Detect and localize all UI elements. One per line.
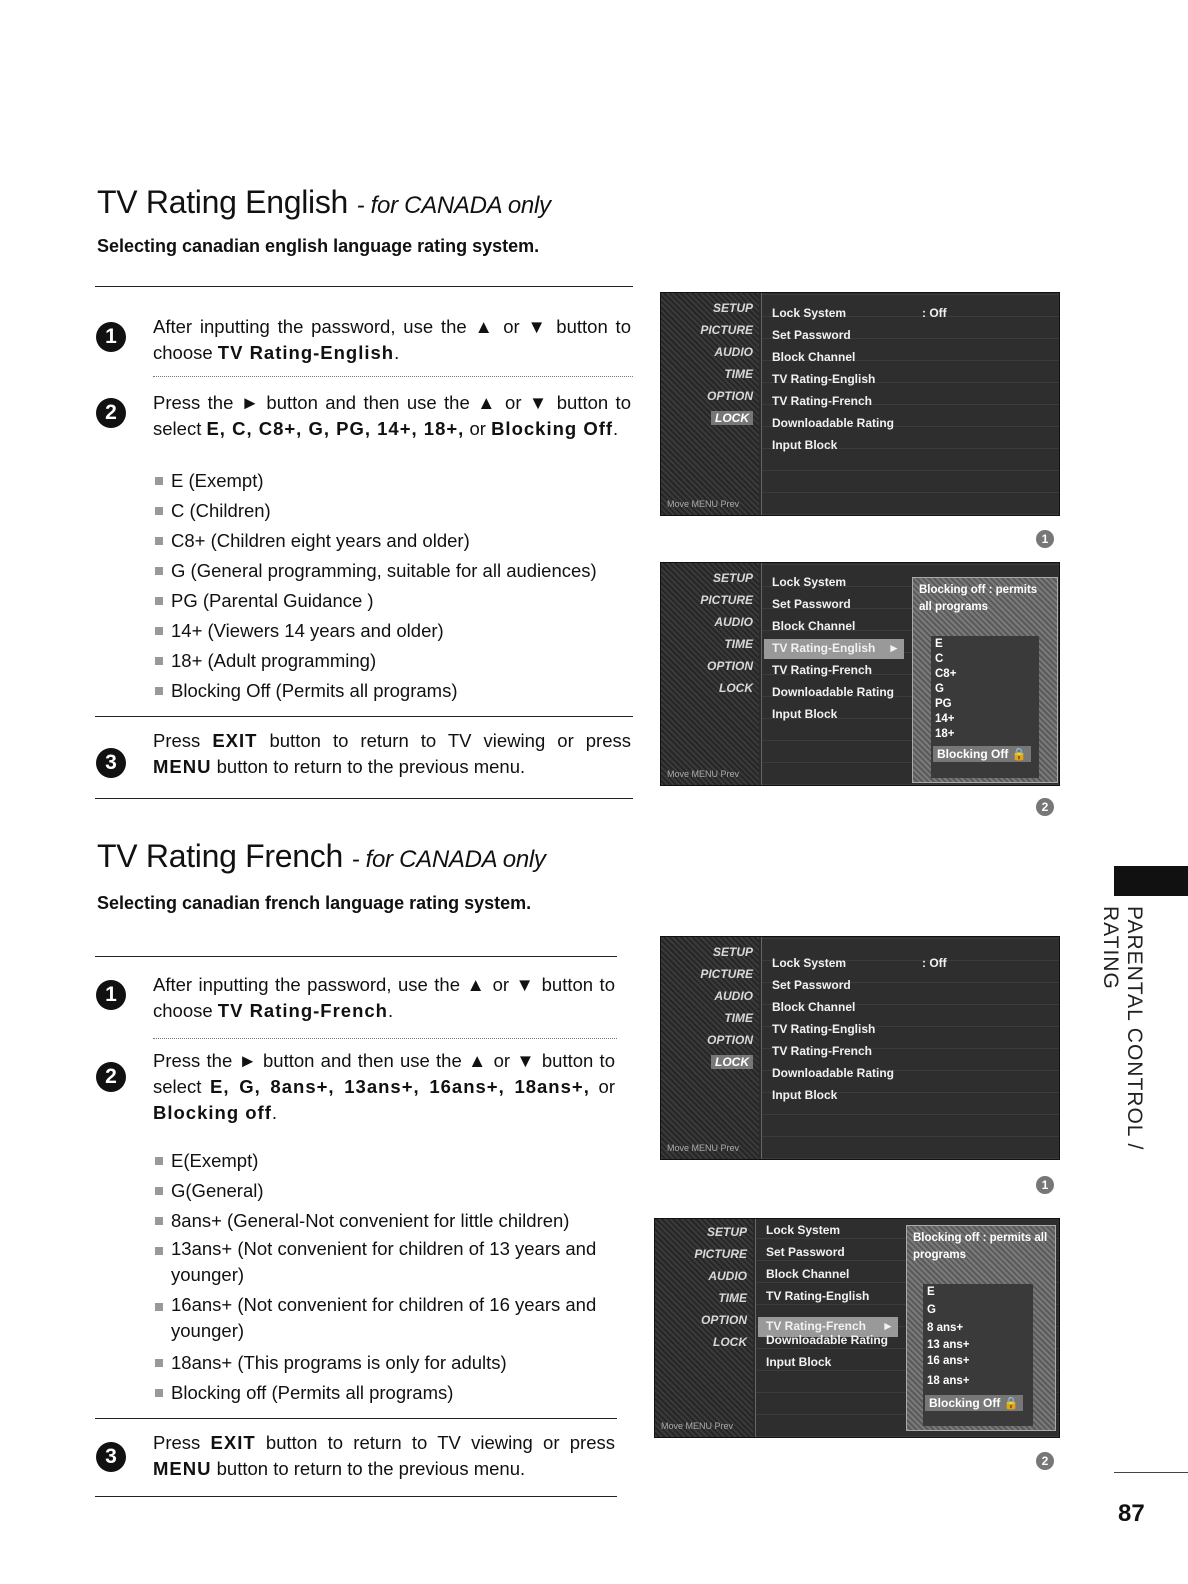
step-text: button to return to the previous menu. (211, 756, 526, 777)
menu-sidebar (661, 293, 759, 515)
list-item: PG (Parental Guidance ) (153, 586, 633, 616)
menu-list (761, 937, 1059, 1159)
tv-menu-screen (660, 936, 1060, 1160)
tv-menu-screen (660, 292, 1060, 516)
divider (95, 286, 633, 287)
list-item: G (General programming, suitable for all audiences) (153, 556, 633, 586)
list-item: G(General) (153, 1176, 617, 1206)
rating-options (931, 636, 1039, 778)
popup-message: Blocking off : permits all programs (919, 584, 1038, 613)
tab-setup: SETUP (706, 1225, 747, 1239)
tab-option: OPTION (706, 1033, 753, 1047)
step-emphasis: EXIT (210, 1432, 256, 1453)
section-title (97, 838, 546, 875)
padlock-icon: 🔒 (1011, 747, 1027, 761)
step-3-text (153, 1430, 615, 1482)
menu-item: Input Block (766, 1355, 832, 1369)
tab-audio: AUDIO (714, 989, 753, 1003)
menu-list (761, 563, 1059, 785)
rating-option-selected (933, 746, 1031, 762)
section-lead: Selecting canadian french language rating system. (97, 893, 532, 913)
menu-item: Block Channel (772, 619, 856, 633)
step-2-badge: 2 (96, 1062, 126, 1092)
rating-options (923, 1284, 1033, 1426)
list-item: C (Children) (153, 496, 633, 526)
step-3-badge: 3 (96, 1442, 126, 1472)
tab-lock: LOCK (719, 681, 753, 695)
rating-option: 16 ans+ (927, 1355, 970, 1367)
step-text: Press (153, 1432, 211, 1453)
divider (95, 716, 633, 717)
tab-audio: AUDIO (714, 615, 753, 629)
title-subtitle: - for CANADA only (356, 192, 551, 219)
list-item: 18+ (Adult programming) (153, 646, 633, 676)
tab-picture: PICTURE (700, 593, 753, 607)
title-subtitle: - for CANADA only (351, 846, 546, 873)
list-item: Blocking Off (Permits all programs) (153, 676, 633, 706)
tab-option: OPTION (700, 1313, 747, 1327)
tab-picture: PICTURE (694, 1247, 747, 1261)
rating-option: G (927, 1304, 936, 1316)
screen-marker: 2 (1036, 798, 1054, 816)
menu-footer: Move MENU Prev (661, 1421, 734, 1431)
tab-lock: LOCK (713, 1335, 747, 1349)
list-item: E(Exempt) (153, 1146, 617, 1176)
menu-item: TV Rating-French (772, 394, 873, 408)
step-text: button to return to TV viewing or press (255, 1432, 615, 1453)
step-2-badge: 2 (96, 398, 126, 428)
step-emphasis: MENU (153, 756, 212, 777)
rating-option: 13 ans+ (927, 1339, 970, 1351)
rating-option: 8 ans+ (927, 1322, 964, 1334)
step-text: After inputting the password, use the ▲ or ▼ button to choose (153, 316, 631, 363)
rating-option: 18+ (935, 728, 955, 740)
menu-sidebar (661, 937, 759, 1159)
menu-item-value: : Off (922, 306, 947, 320)
step-1-text (153, 972, 615, 1024)
blocking-label: Blocking Off (937, 747, 1009, 761)
step-1-text (153, 314, 631, 366)
rating-option: G (935, 683, 944, 695)
step-text: or (589, 1076, 615, 1097)
rating-option-selected (925, 1395, 1023, 1411)
screen-marker: 2 (1036, 1452, 1054, 1470)
rating-option: C8+ (935, 668, 957, 680)
step-emphasis: TV Rating-French (217, 1000, 388, 1021)
rating-option: E (935, 638, 943, 650)
tab-option: OPTION (706, 389, 753, 403)
rating-option: 14+ (935, 713, 955, 725)
step-emphasis: TV Rating-English (217, 342, 395, 363)
rating-option: E (927, 1286, 935, 1298)
menu-footer: Move MENU Prev (667, 499, 740, 509)
menu-item: TV Rating-English (772, 1022, 876, 1036)
list-item: 14+ (Viewers 14 years and older) (153, 616, 633, 646)
step-text: . (613, 418, 619, 439)
dotted-divider (153, 376, 633, 377)
popup-message: Blocking off : permits all programs (913, 1232, 1048, 1261)
rating-list (153, 466, 633, 706)
list-item: 18ans+ (This programs is only for adults) (153, 1348, 617, 1378)
screen-marker: 1 (1036, 1176, 1054, 1194)
rating-option: PG (935, 698, 952, 710)
step-1-badge: 1 (96, 322, 126, 352)
tv-menu-screen (660, 562, 1060, 786)
divider (95, 956, 617, 957)
step-3-badge: 3 (96, 748, 126, 778)
menu-footer: Move MENU Prev (667, 769, 740, 779)
menu-item: Set Password (766, 1245, 845, 1259)
chapter-label: PARENTAL CONTROL / RATING (1099, 906, 1146, 1151)
menu-item: Input Block (772, 1088, 838, 1102)
step-text: . (394, 342, 400, 363)
menu-item: TV Rating-English (772, 372, 876, 386)
rating-option: C (935, 653, 944, 665)
menu-item: Downloadable Rating (766, 1333, 889, 1347)
step-emphasis: Blocking Off (491, 418, 614, 439)
tab-lock: LOCK (711, 411, 753, 425)
padlock-icon: 🔒 (1003, 1396, 1019, 1410)
menu-item: Downloadable Rating (772, 1066, 895, 1080)
menu-item: TV Rating-French (772, 663, 873, 677)
step-emphasis: EXIT (212, 730, 258, 751)
tab-setup: SETUP (712, 571, 753, 585)
menu-sidebar (661, 563, 759, 785)
menu-item: TV Rating-English (766, 1289, 870, 1303)
page-number: 87 (1118, 1500, 1145, 1527)
list-item: E (Exempt) (153, 466, 633, 496)
page-number-rule (1114, 1472, 1188, 1473)
tab-option: OPTION (706, 659, 753, 673)
menu-item-selected: TV Rating-French (766, 1319, 867, 1333)
step-text: button to return to the previous menu. (211, 1458, 526, 1479)
tab-audio: AUDIO (714, 345, 753, 359)
menu-item: Set Password (772, 328, 851, 342)
dotted-divider (153, 1038, 617, 1039)
step-emphasis: E, C, C8+, G, PG, 14+, 18+, (206, 418, 465, 439)
menu-item: Set Password (772, 597, 851, 611)
tab-time: TIME (724, 367, 753, 381)
tab-setup: SETUP (712, 301, 753, 315)
step-text: . (271, 1102, 278, 1123)
menu-item: Lock System (772, 956, 847, 970)
step-text: . (387, 1000, 394, 1021)
divider (95, 798, 633, 799)
step-text: After inputting the password, use the ▲ or ▼ button to choose (153, 974, 615, 1021)
menu-item-value: : Off (922, 956, 947, 970)
menu-item: Lock System (766, 1223, 841, 1237)
menu-list (755, 1219, 1059, 1437)
step-text: or (464, 418, 492, 439)
menu-item: TV Rating-French (772, 1044, 873, 1058)
divider (95, 1496, 617, 1497)
tab-picture: PICTURE (700, 967, 753, 981)
tab-time: TIME (724, 637, 753, 651)
list-item: 8ans+ (General-Not convenient for little children) (153, 1206, 617, 1236)
title-text: TV Rating French (97, 838, 343, 874)
tab-time: TIME (718, 1291, 747, 1305)
menu-item: Lock System (772, 306, 847, 320)
menu-item: Block Channel (772, 350, 856, 364)
rating-popup (906, 1225, 1056, 1431)
title-text: TV Rating English (97, 184, 349, 220)
step-emphasis: Blocking off (153, 1102, 272, 1123)
section-lead: Selecting canadian english language rating system. (97, 236, 540, 256)
tv-menu-screen (654, 1218, 1060, 1438)
tab-time: TIME (724, 1011, 753, 1025)
list-item: C8+ (Children eight years and older) (153, 526, 633, 556)
menu-item: Downloadable Rating (772, 416, 895, 430)
menu-item: Set Password (772, 978, 851, 992)
step-emphasis: MENU (153, 1458, 212, 1479)
rating-option: 18 ans+ (927, 1375, 970, 1387)
menu-item: Lock System (772, 575, 847, 589)
chapter-tab (1114, 866, 1188, 896)
section-title (97, 184, 551, 221)
list-item: 16ans+ (Not convenient for children of 16 years and younger) (153, 1292, 617, 1344)
tab-lock: LOCK (711, 1055, 753, 1069)
menu-item: Input Block (772, 707, 838, 721)
blocking-label: Blocking Off (929, 1396, 1001, 1410)
rating-popup (912, 577, 1058, 783)
tab-picture: PICTURE (700, 323, 753, 337)
arrow-right-icon: ► (882, 1319, 894, 1333)
step-2-text (153, 1048, 615, 1126)
step-1-badge: 1 (96, 980, 126, 1010)
menu-sidebar (655, 1219, 753, 1437)
screen-marker: 1 (1036, 530, 1054, 548)
list-item: 13ans+ (Not convenient for children of 13 years and younger) (153, 1236, 617, 1288)
menu-item-selected: TV Rating-English (772, 641, 876, 655)
menu-item: Downloadable Rating (772, 685, 895, 699)
menu-item: Block Channel (772, 1000, 856, 1014)
step-text: Press the ► button and then use the ▲ or ▼ button to select (153, 392, 631, 439)
arrow-right-icon: ► (888, 641, 900, 655)
menu-footer: Move MENU Prev (667, 1143, 740, 1153)
tab-setup: SETUP (712, 945, 753, 959)
step-2-text (153, 390, 631, 442)
step-emphasis: E, G, 8ans+, 13ans+, 16ans+, 18ans+, (210, 1076, 590, 1097)
menu-list (761, 293, 1059, 515)
rating-list (153, 1146, 617, 1408)
menu-item: Input Block (772, 438, 838, 452)
list-item: Blocking off (Permits all programs) (153, 1378, 617, 1408)
step-text: Press (153, 730, 213, 751)
step-text: Press the ► button and then use the ▲ or ▼ button to select (153, 1050, 615, 1097)
step-text: button to return to TV viewing or press (257, 730, 631, 751)
step-3-text (153, 728, 631, 780)
menu-item: Block Channel (766, 1267, 850, 1281)
tab-audio: AUDIO (708, 1269, 747, 1283)
divider (95, 1418, 617, 1419)
